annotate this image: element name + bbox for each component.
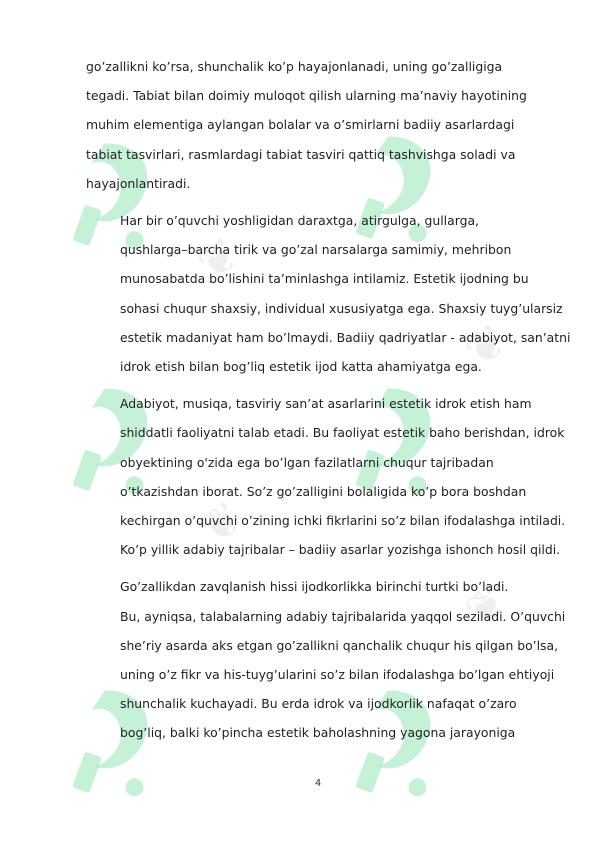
- watermark-faint-mark: ❦: [454, 312, 518, 379]
- text-line: go’zallikni ko’rsa, shunchalik ko’p hayajonlanadi, uning go’zalligiga: [86, 59, 503, 74]
- paragraph: [86, 52, 562, 198]
- text-line: tabiat tasvirlari, rasmlardagi tabiat tasviri qattiq tashvishga soladi va: [86, 146, 516, 162]
- text-line: she’riy asarda aks etgan go’zallikni qanchalik chuqur his qilgan bo’lsa,: [120, 637, 559, 653]
- text-line: shiddatli faoliyatni talab etadi. Bu faoliyat estetik baho berishdan, idrok: [120, 425, 565, 441]
- text-line: Ko’p yillik adabiy tajribalar – badiiy asarlar yozishga ishonch hosil qildi.: [120, 542, 561, 558]
- text-line: muhim elementiga aylangan bolalar va o’smirlarni badiiy asarlardagi: [86, 117, 515, 133]
- paragraph: [86, 572, 566, 747]
- text-line: obyektining o'zida ega bo’lgan fazilatlarni chuqur tajribadan: [120, 454, 494, 470]
- paragraph: [86, 206, 571, 381]
- paragraph: [86, 389, 566, 564]
- document-body: [86, 52, 571, 756]
- text-line: uning o’z fikr va his-tuyg’ularini so’z bilan ifodalashga bo’lgan ehtiyoji: [120, 667, 555, 683]
- text-line: Go’zallikdan zavqlanish hissi ijodkorlikka birinchi turtki bo’ladi.: [120, 579, 509, 595]
- text-line: munosabatda bo’lishini ta’minlashga intilamiz. Estetik ijodning bu: [120, 271, 529, 287]
- text-line: bog’liq, balki ko’pincha estetik baholashning yagona jarayoniga: [120, 725, 516, 741]
- text-line: shunchalik kuchayadi. Bu erda idrok va ijodkorlik nafaqat o’zaro: [120, 696, 517, 712]
- text-line: kechirgan o’quvchi o’zining ichki fikrlarini so’z bilan ifodalashga intiladi.: [120, 513, 566, 529]
- text-line: Har bir o’quvchi yoshligidan daraxtga, atirgulga, gullarga,: [120, 213, 479, 229]
- text-line: estetik madaniyat ham bo’lmaydi. Badiiy qadriyatlar - adabiyot, san’atni: [120, 329, 571, 345]
- watermark-faint-mark: ❦: [187, 225, 250, 292]
- text-line: Bu, ayniqsa, talabalarning adabiy tajribalarida yaqqol seziladi. O’quvchi: [120, 608, 566, 624]
- text-line: Adabiyot, musiqa, tasviriy san’at asarlarini estetik idrok etish ham: [120, 396, 532, 412]
- text-line: tegadi. Tabiat bilan doimiy muloqot qilish ularning ma’naviy hayotining: [86, 88, 527, 104]
- text-line: idrok etish bilan bog’liq estetik ijod katta ahamiyatga ega.: [120, 359, 482, 375]
- watermark-faint-mark: ❦: [454, 572, 518, 639]
- watermark-faint-mark: ❦: [190, 489, 253, 556]
- text-line: qushlarga–barcha tirik va go’zal narsalarga samimiy, mehribon: [120, 242, 512, 258]
- text-line: hayajonlantiradi.: [86, 175, 191, 191]
- text-line: sohasi chuqur shaxsiy, individual xususiyatga ega. Shaxsiy tuyg’ularsiz: [120, 300, 563, 316]
- page-number: 4: [314, 778, 322, 789]
- text-line: o’tkazishdan iborat. So’z go’zalligini bolaligida ko’p bora boshdan: [120, 483, 527, 499]
